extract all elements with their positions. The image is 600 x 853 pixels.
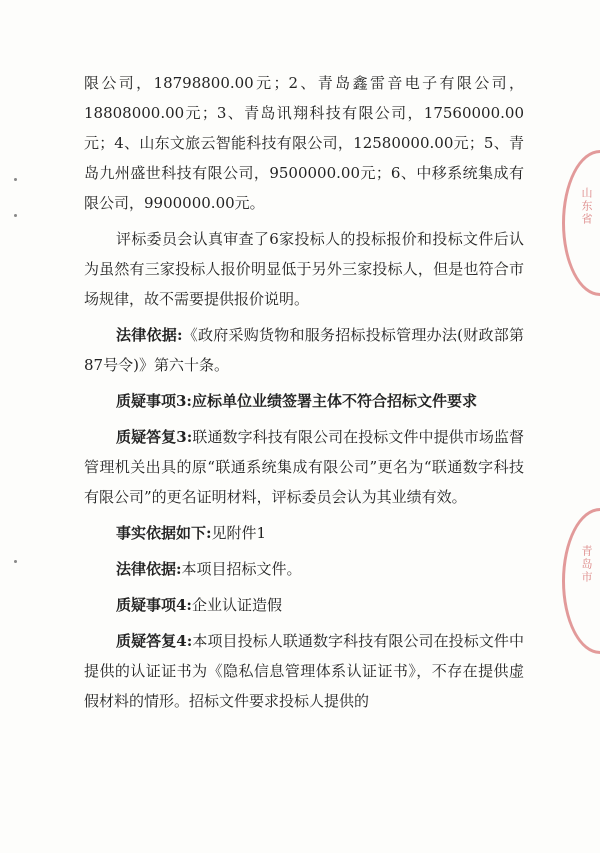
law-basis-label: 法律依据: xyxy=(116,326,183,344)
law-basis-2 xyxy=(84,554,524,584)
document-body xyxy=(84,68,524,716)
answer-label: 质疑答复3: xyxy=(116,428,193,446)
margin-mark xyxy=(14,560,17,563)
official-seal-top xyxy=(562,150,600,296)
seal-text: 青岛市 xyxy=(580,545,593,584)
answer-text: 本项目投标人联通数字科技有限公司在投标文件中提供的认证证书为《隐私信息管理体系认证证书》，不存在提供虚假材料的情形。招标文件要求投标人提供的 xyxy=(84,632,524,710)
answer-text: 联通数字科技有限公司在投标文件中提供市场监督管理机关出具的原“联通系统集成有限公司”更名为“联通数字科技有限公司”的更名证明材料，评标委员会认为其业绩有效。 xyxy=(84,428,524,506)
question-label: 质疑事项4: xyxy=(116,596,192,614)
answer-label: 质疑答复4: xyxy=(116,632,193,650)
answer-3 xyxy=(84,422,524,512)
law-basis-text: 本项目招标文件。 xyxy=(181,560,302,578)
question-text: 企业认证造假 xyxy=(191,596,282,614)
question-4 xyxy=(84,590,524,620)
law-basis-label: 法律依据: xyxy=(116,560,182,578)
question-3 xyxy=(84,386,524,416)
paragraph-bid-prices: 限公司，18798800.00元；2、青岛鑫雷音电子有限公司，18808000.00元；3、青岛讯翔科技有限公司，17560000.00元；4、山东文旅云智能科技有限公司，12580000.00元；5、青岛九州盛世科技有限公司，9500000.00元；6、中移系统集成有限公司，9900000.00元。 xyxy=(84,74,524,212)
paragraph-review: 评标委员会认真审查了6家投标人的投标报价和投标文件后认为虽然有三家投标人报价明显低于另外三家投标人，但是也符合市场规律，故不需要提供报价说明。 xyxy=(84,230,524,308)
answer-4 xyxy=(84,626,524,716)
margin-mark xyxy=(14,214,17,217)
question-text: 应标单位业绩签署主体不符合招标文件要求 xyxy=(191,392,477,410)
law-basis-text: 《政府采购货物和服务招标投标管理办法(财政部第87号令)》第六十条。 xyxy=(84,326,524,374)
question-label: 质疑事项3: xyxy=(116,392,192,410)
seal-text: 山东省 xyxy=(580,187,593,226)
fact-basis xyxy=(84,518,524,548)
margin-mark xyxy=(14,178,17,181)
official-seal-bottom xyxy=(562,508,600,654)
fact-basis-text: 见附件1 xyxy=(211,524,267,542)
fact-basis-label: 事实依据如下: xyxy=(116,524,212,542)
law-basis-1 xyxy=(84,320,524,380)
